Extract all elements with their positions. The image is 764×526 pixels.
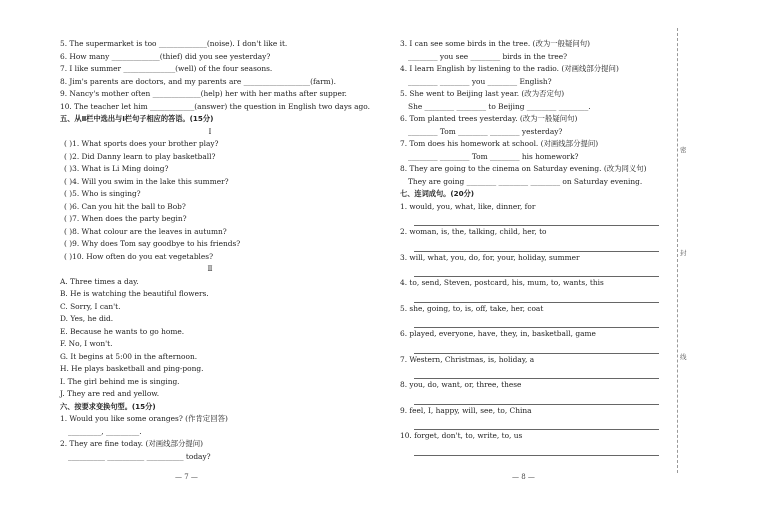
transform-answer: __________ __________ __________ today? (68, 451, 211, 461)
answer-line[interactable] (414, 392, 659, 405)
binding-mark: 封 (680, 249, 687, 257)
binding-mark: 线 (680, 353, 687, 361)
question-item: ( )3. What is Li Ming doing? (64, 164, 169, 173)
question-item: ( )6. Can you hit the ball to Bob? (64, 201, 186, 211)
transform-item: 2. They are fine today. (对画线部分提问) (60, 439, 204, 448)
answer-option: E. Because he wants to go home. (60, 326, 185, 336)
transform-item: 8. They are going to the cinema on Saturday evening. (改为同义句) (400, 164, 647, 173)
answer-option: F. No, I won't. (60, 339, 113, 348)
question-item: ( )2. Did Danny learn to play basketball? (64, 151, 216, 161)
answer-option: D. Yes, he did. (60, 314, 114, 323)
page-number-right: — 8 — (512, 473, 535, 481)
section-six-title: 六、按要求变换句型。(15分) (60, 401, 156, 411)
binding-line (677, 28, 678, 473)
answer-option: B. He is watching the beautiful flowers. (60, 289, 209, 298)
transform-item: 3. I can see some birds in the tree. (改为一般疑问句) (400, 39, 591, 48)
word-order-item: 4. to, send, Steven, postcard, his, mum, to, wants, this (400, 278, 604, 287)
word-form-item: 6. How many _____________(thief) did you see yesterday? (60, 51, 271, 61)
word-order-item: 8. you, do, want, or, three, these (400, 380, 522, 389)
transform-item: 4. I learn English by listening to the radio. (对画线部分提问) (400, 64, 619, 73)
answer-option: I. The girl behind me is singing. (60, 376, 180, 386)
answer-option: H. He plays basketball and ping-pong. (60, 364, 204, 373)
transform-answer: ________ ________ you ________ English? (408, 76, 552, 86)
answer-line[interactable] (414, 443, 659, 456)
word-order-item: 2. woman, is, the, talking, child, her, to (400, 227, 547, 236)
word-order-item: 9. feel, I, happy, will, see, to, China (400, 405, 532, 415)
transform-answer: They are going ________ ________ ________ on Saturday evening. (408, 176, 643, 186)
transform-answer: ________ ________ Tom ________ his homework? (408, 151, 579, 161)
transform-item: 1. Would you like some oranges? (作肯定回答) (60, 414, 228, 423)
transform-item: 7. Tom does his homework at school. (对画线部分提问) (400, 139, 599, 148)
answer-line[interactable] (414, 366, 659, 379)
question-item: ( )10. How often do you eat vegetables? (64, 251, 214, 261)
transform-answer: She ________ ________ to Beijing ________ ________. (408, 101, 591, 111)
answer-line[interactable] (414, 264, 659, 277)
answer-line[interactable] (414, 213, 659, 226)
word-form-item: 9. Nancy's mother often _____________(help) her with her maths after supper. (60, 89, 347, 98)
transform-answer: _________, _________. (68, 426, 142, 436)
answer-option: G. It begins at 5:00 in the afternoon. (60, 351, 198, 361)
section-five-title: 五、从Ⅱ栏中选出与Ⅰ栏句子相应的答语。(15分) (60, 114, 214, 123)
transform-item: 5. She went to Beijing last year. (改为否定句) (400, 89, 565, 98)
column-two-heading: Ⅱ (207, 264, 213, 273)
word-order-item: 5. she, going, to, is, off, take, her, coat (400, 303, 544, 313)
question-item: ( )1. What sports does your brother play? (64, 139, 219, 148)
answer-option: C. Sorry, I can't. (60, 301, 121, 311)
answer-line[interactable] (414, 417, 659, 430)
word-form-item: 8. Jim's parents are doctors, and my parents are __________________(farm). (60, 76, 336, 86)
transform-item: 6. Tom planted trees yesterday. (改为一般疑问句) (400, 114, 578, 123)
word-form-item: 7. I like summer ______________(well) of the four seasons. (60, 64, 273, 73)
column-one-heading: Ⅰ (208, 126, 212, 136)
answer-line[interactable] (414, 290, 659, 303)
answer-line[interactable] (414, 239, 659, 252)
transform-answer: ________ Tom ________ ________ yesterday? (408, 126, 563, 136)
transform-answer: ________ you see ________ birds in the tree? (408, 51, 568, 61)
left-page (60, 38, 370, 463)
answer-line[interactable] (414, 315, 659, 328)
right-page (400, 38, 665, 456)
page-number-left: — 7 — (175, 473, 198, 481)
section-seven-title: 七、连词成句。(20分) (400, 189, 475, 198)
answer-option: J. They are red and yellow. (60, 389, 160, 398)
word-order-item: 6. played, everyone, have, they, in, basketball, game (400, 329, 596, 338)
answer-line[interactable] (414, 341, 659, 354)
word-form-item: 10. The teacher let him ____________(answer) the question in English two days ago. (60, 101, 370, 111)
question-item: ( )5. Who is singing? (64, 189, 141, 198)
word-order-item: 7. Western, Christmas, is, holiday, a (400, 354, 535, 364)
question-item: ( )7. When does the party begin? (64, 214, 187, 223)
question-item: ( )8. What colour are the leaves in autumn? (64, 226, 227, 236)
binding-mark: 密 (680, 146, 687, 154)
word-form-item: 5. The supermarket is too _____________(noise). I don't like it. (60, 39, 288, 48)
question-item: ( )9. Why does Tom say goodbye to his friends? (64, 239, 241, 248)
answer-option: A. Three times a day. (60, 276, 139, 286)
word-order-item: 1. would, you, what, like, dinner, for (400, 201, 536, 211)
question-item: ( )4. Will you swim in the lake this summer? (64, 176, 229, 186)
word-order-item: 10. forget, don't, to, write, to, us (400, 431, 523, 440)
word-order-item: 3. will, what, you, do, for, your, holiday, summer (400, 252, 580, 262)
